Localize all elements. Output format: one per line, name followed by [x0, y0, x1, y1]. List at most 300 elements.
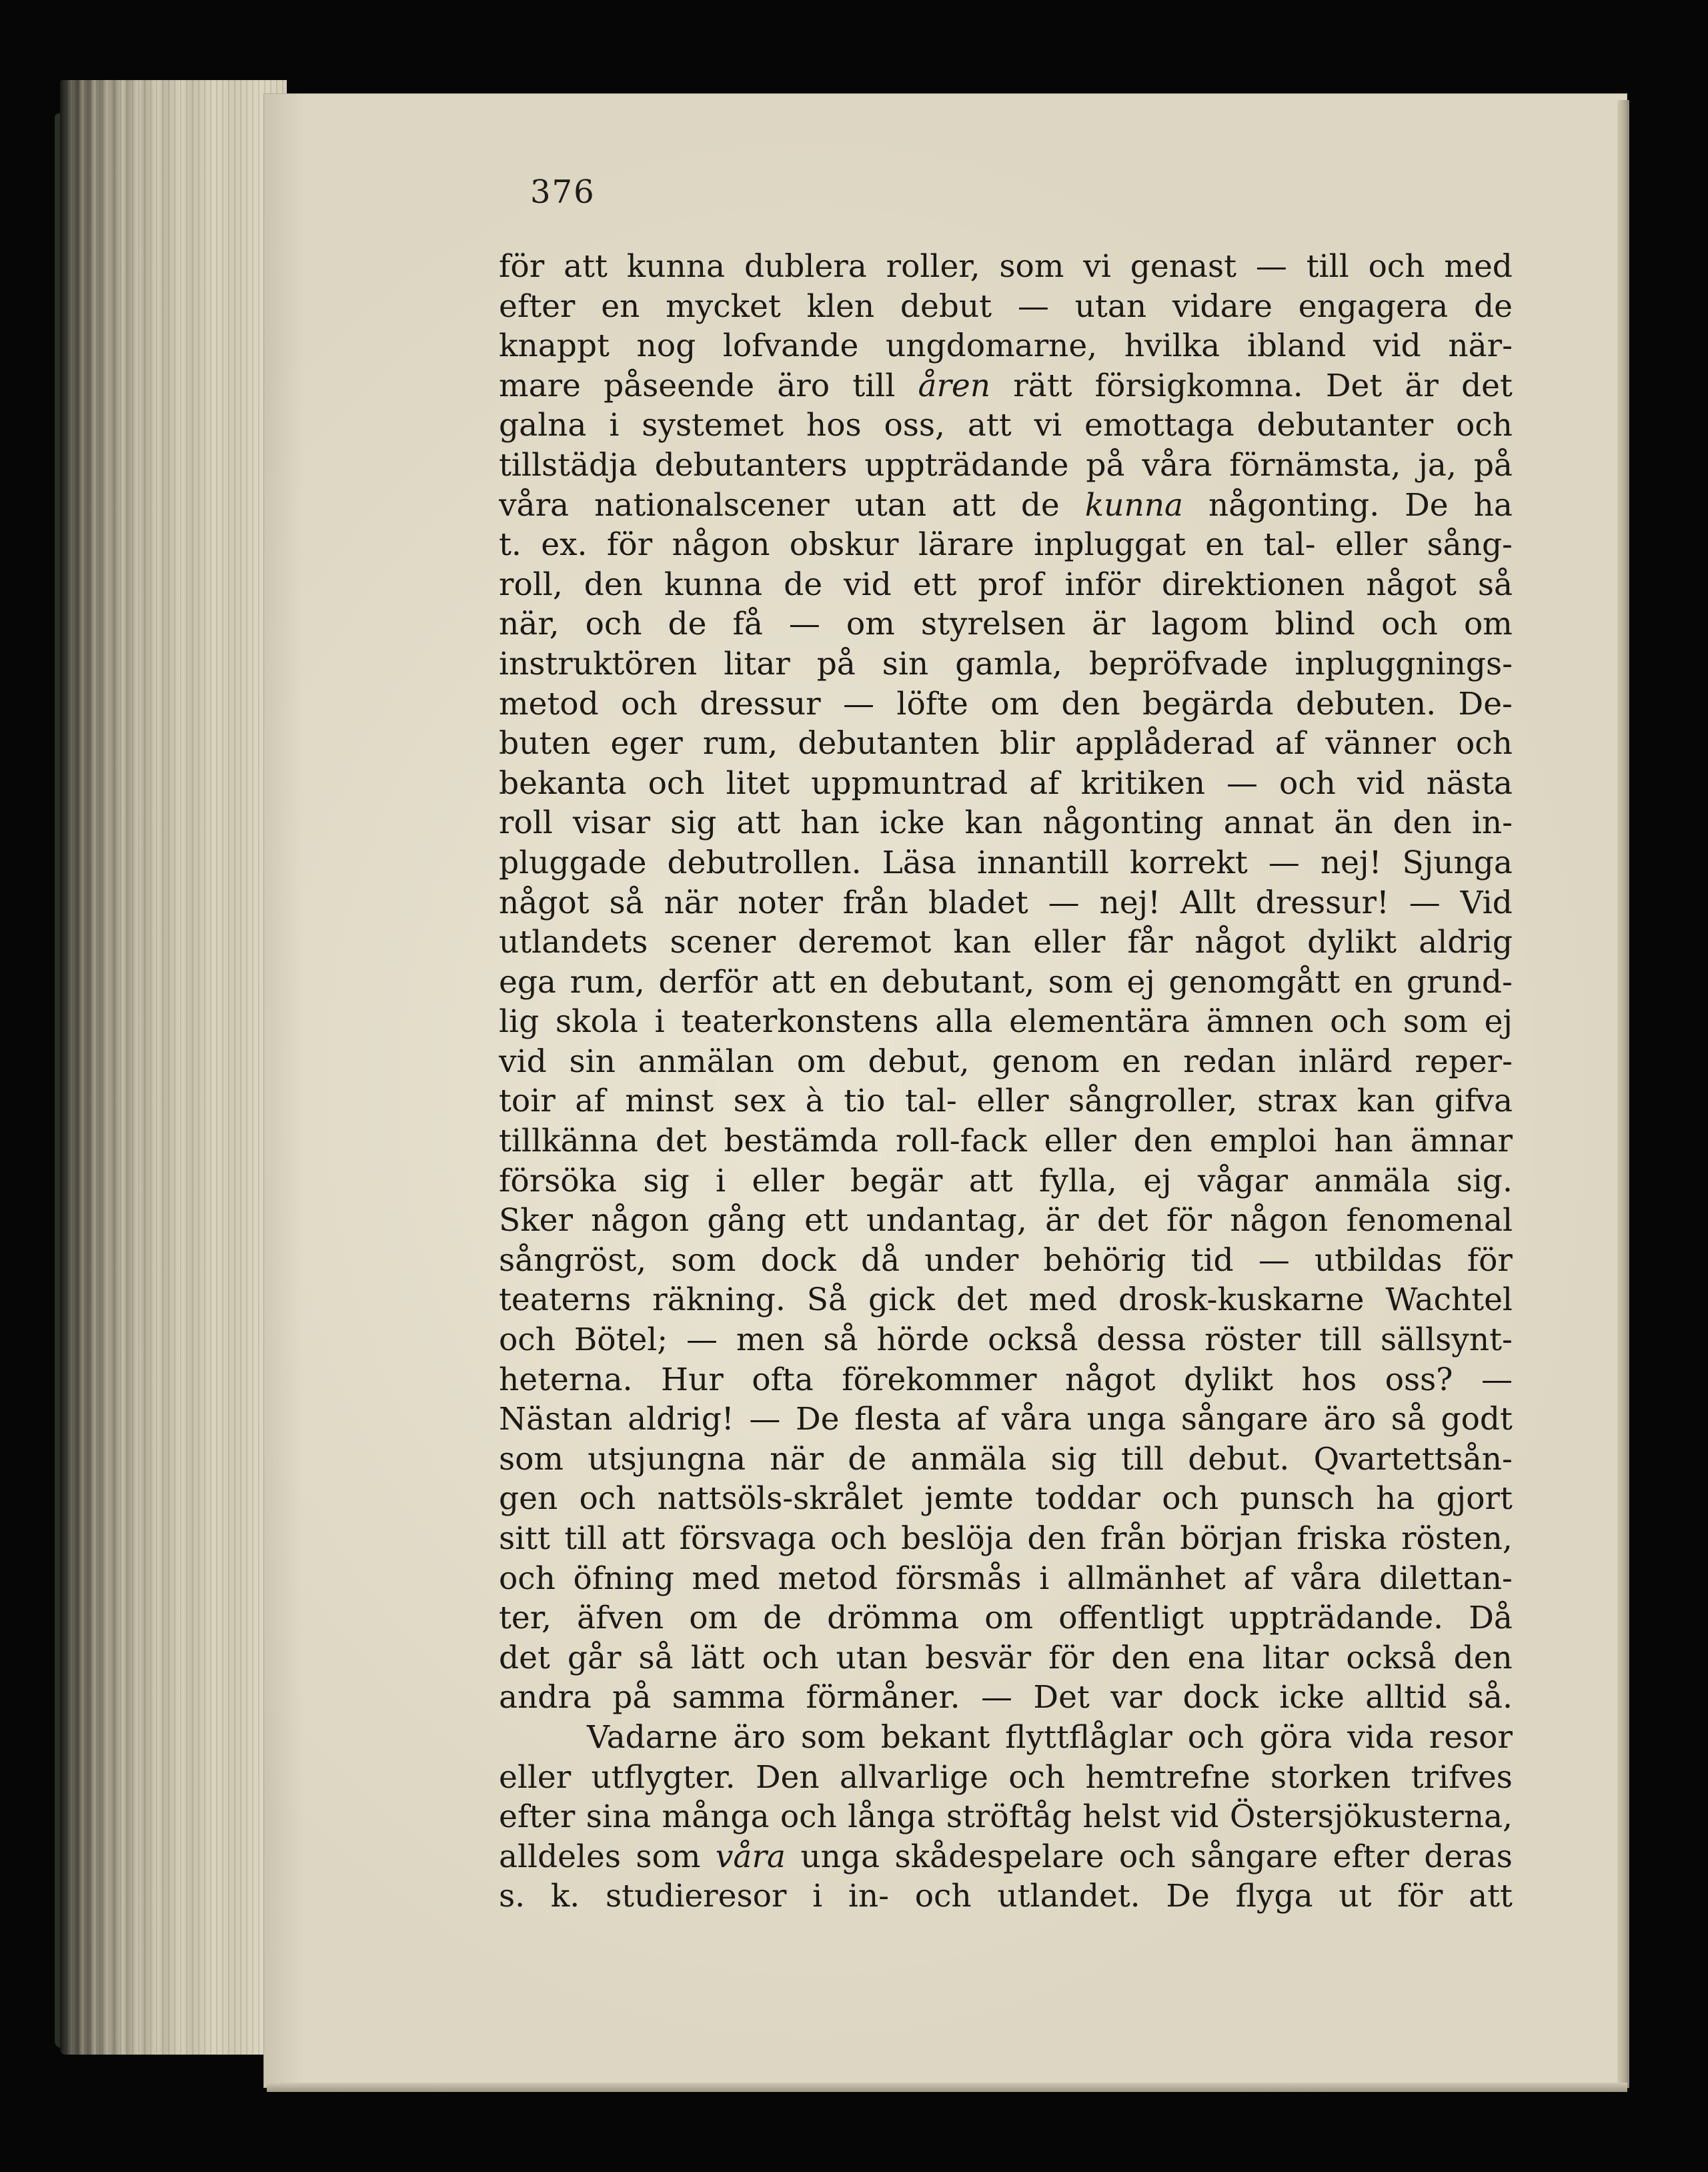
word: metod: [499, 685, 599, 722]
word: skola: [555, 1003, 638, 1041]
word: vi: [1034, 407, 1062, 444]
word: alla: [935, 1003, 993, 1041]
word: fylla,: [1038, 1162, 1117, 1199]
word: de: [763, 1600, 802, 1637]
word: och: [585, 606, 642, 643]
word: så.: [1467, 1679, 1513, 1716]
word: kunna: [664, 566, 763, 603]
text-line: [499, 1400, 1513, 1440]
word: nej!: [1099, 884, 1160, 921]
word: i: [812, 1878, 823, 1915]
word: blir: [1000, 725, 1055, 762]
word: aldrig: [1419, 924, 1513, 961]
word: utsjungna: [588, 1440, 746, 1478]
word: in-: [1471, 804, 1513, 842]
word: öfning: [573, 1560, 674, 1597]
word: nog: [636, 328, 696, 365]
word: vid: [844, 566, 892, 603]
word: också: [1346, 1639, 1437, 1676]
word: scener: [670, 924, 776, 961]
word: litar: [1262, 1639, 1329, 1676]
word: icke: [879, 804, 945, 842]
text-line: [499, 1320, 1513, 1360]
word: det: [655, 1123, 707, 1160]
word: något: [1064, 1361, 1156, 1398]
word: dessa: [1096, 1321, 1186, 1359]
word: Läsa: [882, 844, 956, 881]
word: och: [1456, 725, 1513, 762]
word: så: [823, 1321, 858, 1359]
word: äro: [777, 367, 830, 404]
word: att: [621, 1520, 666, 1557]
word: på: [612, 1679, 652, 1716]
word: punsch: [1240, 1480, 1355, 1518]
word: vid: [1357, 764, 1405, 802]
word: Bötel;: [574, 1321, 668, 1359]
word: hemtrefne: [1085, 1758, 1250, 1796]
word: —: [1258, 1241, 1290, 1279]
word: kan: [964, 804, 1023, 842]
word: med: [692, 1560, 760, 1597]
word: under: [924, 1241, 1019, 1279]
word: och: [1381, 606, 1438, 643]
word: något: [1366, 566, 1457, 603]
word: äro: [1323, 1401, 1377, 1438]
word: offentligt: [1058, 1600, 1204, 1637]
body-text: [499, 247, 1513, 1917]
word: toddar: [1035, 1480, 1140, 1518]
word: Qvartettsån-: [1313, 1440, 1513, 1478]
word: litar: [724, 645, 790, 682]
word: debutanter: [1256, 407, 1434, 444]
page-number: 376: [530, 173, 596, 211]
word: oss?: [1385, 1361, 1453, 1398]
word: ej: [1143, 1162, 1172, 1199]
word: lofvande: [722, 328, 859, 365]
word: ut: [1339, 1878, 1372, 1915]
word: den: [1133, 1123, 1192, 1160]
word: ibland: [1246, 328, 1347, 365]
word: att: [736, 804, 781, 842]
word: och: [1368, 248, 1425, 285]
word: anmäla: [1314, 1162, 1431, 1199]
text-line: [499, 604, 1513, 644]
word: ena: [1187, 1639, 1245, 1676]
word: dressur!: [1255, 884, 1389, 921]
text-line: [499, 1479, 1513, 1519]
word: visar: [572, 804, 651, 842]
word: tillstädja: [499, 446, 638, 484]
word: sällsynt-: [1380, 1321, 1513, 1359]
word: från: [1100, 1520, 1166, 1557]
word: De: [1166, 1878, 1210, 1915]
text-line: [499, 963, 1513, 1003]
word: om: [1463, 606, 1513, 643]
word: vida: [1347, 1718, 1414, 1756]
word: i: [1039, 1560, 1050, 1597]
word: påseende: [604, 367, 755, 404]
word: och: [914, 1878, 972, 1915]
word: nattsöls-skrålet: [657, 1480, 903, 1518]
word: de: [1020, 486, 1060, 524]
word: mare: [499, 367, 581, 404]
word: blind: [1274, 606, 1356, 643]
word: dylikt: [1183, 1361, 1274, 1398]
word: alldeles: [499, 1838, 621, 1875]
word: sig: [643, 1162, 690, 1199]
text-line: [499, 1519, 1513, 1559]
word: drömma: [827, 1600, 960, 1637]
word: den: [1027, 1520, 1086, 1557]
word: knappt: [499, 328, 610, 365]
word: godt: [1441, 1401, 1513, 1438]
word: —: [980, 1679, 1012, 1716]
word: korrekt: [1129, 844, 1248, 881]
word: dock: [760, 1241, 836, 1279]
word: inpluggnings-: [1295, 645, 1513, 682]
text-line: [499, 1360, 1513, 1400]
word: Hur: [660, 1361, 724, 1398]
word: det: [956, 1281, 1008, 1319]
word: någon: [672, 526, 770, 564]
word: jemte: [924, 1480, 1014, 1518]
word: gamla,: [955, 645, 1062, 682]
word: inlärd: [1298, 1043, 1393, 1080]
word: pluggade: [499, 844, 647, 881]
word: sina: [586, 1798, 652, 1836]
word: —: [1481, 1361, 1513, 1398]
word: uppmuntrad: [811, 764, 1008, 802]
word: vid: [499, 1043, 547, 1080]
word: roller,: [886, 248, 980, 285]
word: De-: [1458, 685, 1513, 722]
word: och: [762, 1639, 819, 1676]
word: går: [567, 1639, 622, 1676]
word: för: [1397, 1878, 1443, 1915]
text-line: [499, 1876, 1513, 1917]
word: debut: [900, 288, 992, 325]
word: äro: [733, 1718, 786, 1756]
word: kunna: [1084, 486, 1184, 524]
word: ha: [1473, 486, 1513, 524]
page-bottom-edge: [267, 2083, 1627, 2092]
word: på: [1086, 446, 1125, 484]
word: unga: [800, 1838, 880, 1875]
text-line: [499, 1081, 1513, 1121]
word: kan: [1357, 1083, 1415, 1120]
word: bepröfvade: [1088, 645, 1268, 682]
text-line: [499, 525, 1513, 565]
word: lärare: [918, 526, 1014, 564]
text-line: [499, 803, 1513, 843]
word: till: [852, 367, 896, 404]
word: obskur: [789, 526, 899, 564]
word: och: [1279, 764, 1336, 802]
word: som: [499, 1440, 564, 1478]
word: derför: [658, 963, 758, 1001]
word: minst: [625, 1083, 714, 1120]
word: försigkomna.: [1094, 367, 1303, 404]
word: redan: [1183, 1043, 1276, 1080]
word: deras: [1424, 1838, 1513, 1875]
text-line: [499, 1638, 1513, 1678]
text-line: [499, 1002, 1513, 1042]
text-line: [499, 644, 1513, 684]
word: in-: [848, 1878, 890, 1915]
word: på: [1473, 446, 1513, 484]
word: den: [1453, 1639, 1513, 1676]
word: tal-: [1263, 526, 1316, 564]
word: som: [1403, 1003, 1468, 1041]
word: utan: [1074, 288, 1147, 325]
word: våra: [715, 1838, 786, 1875]
text-line: [499, 764, 1513, 804]
word: om: [984, 1600, 1034, 1637]
word: och: [830, 1520, 887, 1557]
word: räkning.: [652, 1281, 786, 1319]
word: noter: [738, 884, 823, 921]
word: någon: [1230, 1202, 1329, 1239]
word: vänner: [1325, 725, 1436, 762]
word: att: [967, 407, 1012, 444]
word: i: [654, 1003, 665, 1041]
word: förnämsta,: [1229, 446, 1401, 484]
word: och: [1330, 1003, 1387, 1041]
word: andra: [499, 1679, 592, 1716]
word: dilettan-: [1379, 1560, 1513, 1597]
word: styrelsen: [920, 606, 1066, 643]
word: aldrig!: [628, 1401, 734, 1438]
word: när-: [1448, 328, 1513, 365]
word: debuten.: [1295, 685, 1437, 722]
word: försvaga: [679, 1520, 816, 1557]
word: debutanten: [798, 725, 980, 762]
word: —: [1048, 884, 1080, 921]
word: Det: [1325, 367, 1383, 404]
word: —: [788, 606, 820, 643]
word: oss,: [884, 407, 945, 444]
word: mycket: [666, 288, 781, 325]
word: någonting.: [1208, 486, 1380, 524]
word: också: [988, 1321, 1078, 1359]
word: en: [1205, 526, 1244, 564]
word: af: [1243, 1560, 1274, 1597]
word: nationalscener: [594, 486, 830, 524]
word: för: [1467, 1241, 1513, 1279]
word: gick: [868, 1281, 935, 1319]
word: lig: [499, 1003, 540, 1041]
word: gång: [707, 1202, 786, 1239]
word: början: [1180, 1520, 1283, 1557]
text-line: [499, 883, 1513, 923]
word: engagera: [1298, 288, 1449, 325]
word: röster: [1204, 1321, 1301, 1359]
word: Vid: [1460, 884, 1513, 921]
word: sångare: [1180, 1401, 1309, 1438]
word: tal-: [904, 1083, 957, 1120]
word: debutant,: [881, 963, 1035, 1001]
word: att: [771, 963, 816, 1001]
word: ej: [1484, 1003, 1513, 1041]
text-line: [499, 1280, 1513, 1320]
word: hos: [1301, 1361, 1357, 1398]
word: utan: [836, 1639, 908, 1676]
text-line: [499, 1042, 1513, 1082]
word: den: [1111, 1639, 1170, 1676]
word: så: [609, 884, 644, 921]
page-stack-edges: [60, 80, 287, 2055]
word: det: [1096, 1202, 1148, 1239]
word: begärda: [1142, 685, 1274, 722]
word: efter: [499, 288, 576, 325]
word: anmäla: [910, 1440, 1027, 1478]
word: eger: [610, 725, 683, 762]
word: dylikt: [1307, 924, 1397, 961]
text-line: [499, 724, 1513, 764]
word: och: [648, 764, 705, 802]
word: och: [1456, 407, 1513, 444]
word: vågar: [1197, 1162, 1289, 1199]
word: Vadarne: [587, 1718, 718, 1756]
word: som: [1048, 963, 1113, 1001]
word: studieresor: [605, 1878, 787, 1915]
word: roll,: [499, 566, 563, 603]
word: annat: [1223, 804, 1315, 842]
word: när,: [499, 606, 560, 643]
word: roll-fack: [895, 1123, 1027, 1160]
word: att: [564, 248, 608, 285]
word: de: [784, 566, 823, 603]
word: Sjunga: [1402, 844, 1513, 881]
word: någon: [591, 1202, 690, 1239]
word: genast: [1130, 248, 1236, 285]
word: den: [584, 566, 643, 603]
word: —: [686, 1321, 718, 1359]
word: ha: [1376, 1480, 1415, 1518]
word: som: [671, 1241, 736, 1279]
word: ungdomarne,: [885, 328, 1098, 365]
word: bekant: [880, 1718, 990, 1756]
word: icke: [1279, 1679, 1345, 1716]
word: tillkänna: [499, 1123, 639, 1160]
word: och: [780, 1798, 837, 1836]
word: rösten,: [1401, 1520, 1513, 1557]
word: allvarlige: [839, 1758, 988, 1796]
word: våra: [1142, 446, 1212, 484]
word: eller: [499, 1758, 572, 1796]
word: till: [564, 1520, 608, 1557]
text-line: [499, 1559, 1513, 1599]
word: vid: [1170, 1798, 1219, 1836]
word: dock: [1182, 1679, 1258, 1716]
word: skådespelare: [894, 1838, 1104, 1875]
word: toir: [499, 1083, 556, 1120]
word: och: [621, 685, 678, 722]
word: af: [575, 1083, 606, 1120]
word: efter: [499, 1798, 576, 1836]
word: ej: [1126, 963, 1155, 1001]
word: —: [1255, 248, 1287, 285]
word: är: [1091, 606, 1126, 643]
word: eller: [1335, 526, 1408, 564]
word: flyga: [1235, 1878, 1313, 1915]
text-line: [499, 446, 1513, 486]
word: om: [846, 606, 895, 643]
word: så: [638, 1639, 674, 1676]
word: De: [795, 1401, 840, 1438]
word: som: [800, 1718, 866, 1756]
word: resor: [1429, 1718, 1513, 1756]
word: innantill: [977, 844, 1109, 881]
word: gifva: [1434, 1083, 1513, 1120]
word: eller: [1033, 924, 1106, 961]
word: inpluggat: [1034, 526, 1186, 564]
word: af: [1274, 725, 1306, 762]
word: då: [860, 1241, 900, 1279]
word: ter,: [499, 1600, 552, 1637]
word: emottaga: [1084, 407, 1234, 444]
word: är: [1045, 1202, 1079, 1239]
word: våra: [499, 486, 570, 524]
word: af: [956, 1401, 987, 1438]
word: rum,: [702, 725, 778, 762]
word: till: [1121, 1440, 1164, 1478]
word: ämnen: [1206, 1003, 1314, 1041]
word: han: [800, 804, 860, 842]
word: sig: [1050, 1440, 1097, 1478]
word: sitt: [499, 1520, 550, 1557]
text-line: [499, 1797, 1513, 1837]
word: debutanters: [654, 446, 848, 484]
text-line: [499, 1598, 1513, 1638]
word: roll: [499, 804, 553, 842]
word: sig: [670, 804, 717, 842]
word: teaterkonstens: [681, 1003, 919, 1041]
word: att: [952, 486, 996, 524]
word: Allt: [1180, 884, 1236, 921]
word: utlandet.: [997, 1878, 1140, 1915]
word: med: [1028, 1281, 1098, 1319]
word: de: [848, 1440, 887, 1478]
word: till: [1306, 248, 1349, 285]
word: och: [499, 1560, 556, 1597]
word: uppträdande.: [1229, 1600, 1444, 1637]
word: systemet: [642, 407, 784, 444]
word: bladet: [928, 884, 1028, 921]
word: teaterns: [499, 1281, 632, 1319]
word: i: [609, 407, 620, 444]
word: eller: [976, 1083, 1049, 1120]
word: våra: [1001, 1401, 1072, 1438]
word: utan: [854, 486, 927, 524]
word: hos: [806, 407, 862, 444]
word: metod: [778, 1560, 878, 1597]
word: dressur: [700, 685, 821, 722]
text-line: [499, 1161, 1513, 1201]
word: som: [636, 1838, 701, 1875]
word: sig.: [1456, 1162, 1513, 1199]
word: äfven: [577, 1600, 664, 1637]
word: utbildas: [1315, 1241, 1443, 1279]
word: de: [1474, 288, 1513, 325]
word: än: [1334, 804, 1373, 842]
word: hörde: [876, 1321, 970, 1359]
word: buten: [499, 725, 591, 762]
word: kunna: [626, 248, 726, 285]
word: instruktören: [499, 645, 698, 682]
word: de: [668, 606, 707, 643]
word: nästa: [1426, 764, 1513, 802]
